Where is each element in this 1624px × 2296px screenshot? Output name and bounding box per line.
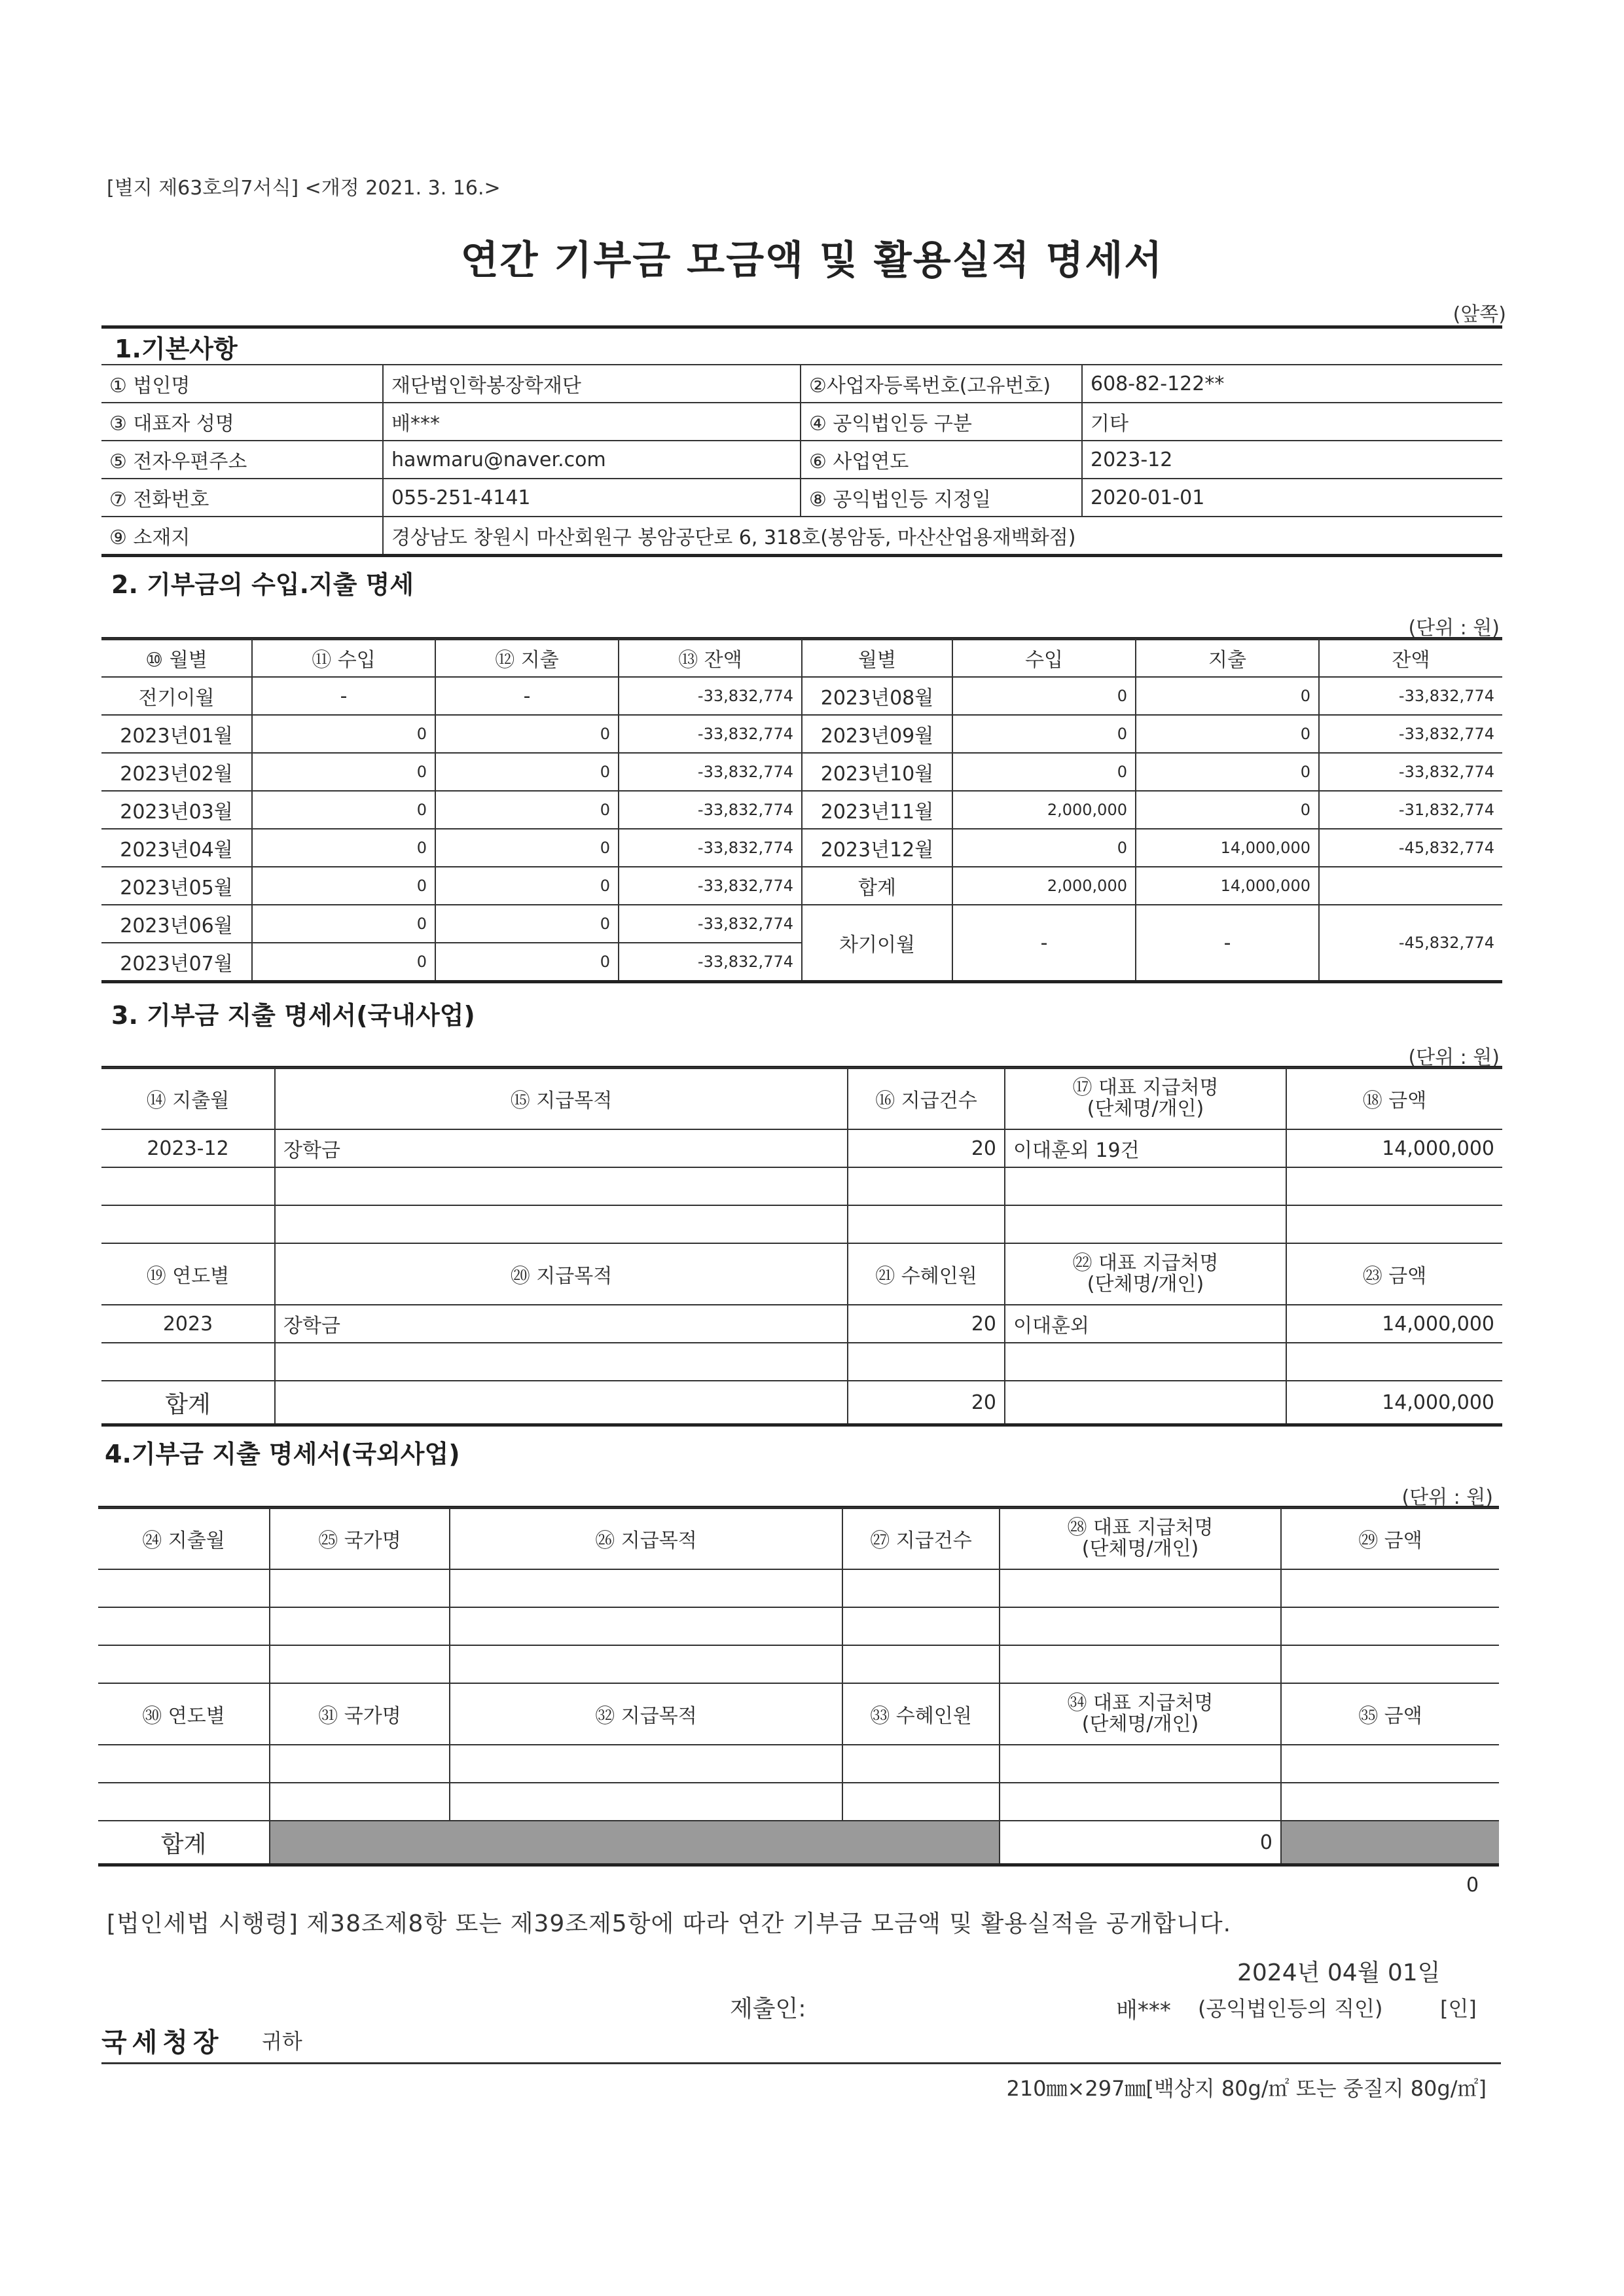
header-payee-2 xyxy=(1005,1243,1286,1305)
header-amount: ㉙ 금액 xyxy=(1281,1508,1499,1569)
purpose-cell: 장학금 xyxy=(275,1305,848,1343)
total-purpose-blank xyxy=(275,1381,848,1425)
basic-info-table xyxy=(101,364,1502,557)
value-phone: 055-251-4141 xyxy=(383,479,801,517)
month-cell: 2023년10월 xyxy=(802,753,952,791)
month-cell: 2023년12월 xyxy=(802,829,952,867)
total-payee-blank xyxy=(1005,1381,1286,1425)
balance-cell: -33,832,774 xyxy=(1319,753,1502,791)
form-reference: [별지 제63호의7서식] <개정 2021. 3. 16.> xyxy=(107,177,501,200)
expense-cell: 0 xyxy=(435,867,619,905)
domestic-row xyxy=(101,1129,1502,1167)
total-balance xyxy=(1319,867,1502,905)
value-designation-date: 2020-01-01 xyxy=(1082,479,1502,517)
expense-cell: - xyxy=(435,677,619,715)
header-amount-2: ㉟ 금액 xyxy=(1281,1683,1499,1745)
domestic-expense-table xyxy=(101,1067,1502,1427)
total-count: 0 xyxy=(1000,1821,1281,1865)
beneficiaries-cell: 20 xyxy=(848,1305,1005,1343)
header-payee-2-line2: (단체명/개인) xyxy=(1081,1713,1199,1736)
header-payee-2-line1: ㉒ 대표 지급처명 xyxy=(1072,1252,1219,1275)
expense-cell: 0 xyxy=(435,943,619,982)
header-payee-line2: (단체명/개인) xyxy=(1087,1097,1204,1120)
domestic-row-empty xyxy=(101,1343,1502,1381)
submitter-name: 배*** xyxy=(1116,1997,1171,2024)
balance-cell: -31,832,774 xyxy=(1319,791,1502,829)
header-payee xyxy=(1000,1508,1281,1569)
seal-mark: [인] xyxy=(1440,1996,1477,2021)
money-header-row xyxy=(101,639,1502,677)
year-cell: 2023 xyxy=(101,1305,275,1343)
month-cell: 2023년07월 xyxy=(101,943,252,982)
addressee-suffix: 귀하 xyxy=(262,2029,302,2054)
overseas-row-empty xyxy=(98,1783,1499,1821)
expense-cell: 0 xyxy=(1136,715,1319,753)
header-month: ⑩ 월별 xyxy=(101,639,252,677)
value-address: 경상남도 창원시 마산회원구 봉암공단로 6, 318호(봉암동, 마산산업용재백화점) xyxy=(383,517,1502,556)
page-side-note: (앞쪽) xyxy=(1453,303,1506,326)
label-corp-type: ④ 공익법인등 구분 xyxy=(801,403,1082,441)
section1-top-rule xyxy=(101,325,1502,329)
header-payee-2-line1: ㉞ 대표 지급처명 xyxy=(1067,1692,1214,1715)
header-year: ㉚ 연도별 xyxy=(98,1683,270,1745)
month-cell: 2023년04월 xyxy=(101,829,252,867)
value-rep-name: 배*** xyxy=(383,403,801,441)
income-cell: 0 xyxy=(252,715,435,753)
value-fiscal-year: 2023-12 xyxy=(1082,441,1502,479)
section3-title: 3. 기부금 지출 명세서(국내사업) xyxy=(111,1001,475,1030)
document-title: 연간 기부금 모금액 및 활용실적 명세서 xyxy=(460,238,1164,283)
carry-forward-income: - xyxy=(952,905,1136,982)
addressee: 국세청장 xyxy=(101,2028,224,2058)
total-income: 2,000,000 xyxy=(952,867,1136,905)
balance-cell: -33,832,774 xyxy=(619,829,802,867)
income-cell: 2,000,000 xyxy=(952,791,1136,829)
income-cell: - xyxy=(252,677,435,715)
income-cell: 0 xyxy=(952,829,1136,867)
submitter-label: 제출인: xyxy=(730,1995,806,2022)
expense-cell: 0 xyxy=(435,791,619,829)
section1-title: 1.기본사항 xyxy=(115,335,238,363)
expense-cell: 0 xyxy=(435,905,619,943)
total-shaded-payee xyxy=(1281,1821,1499,1865)
overseas-header-row xyxy=(98,1508,1499,1569)
total-shaded-cell xyxy=(270,1821,1000,1865)
overseas-expense-table xyxy=(98,1507,1499,1867)
basic-row xyxy=(101,365,1502,403)
header-payee-line1: ⑰ 대표 지급처명 xyxy=(1072,1076,1219,1099)
header-purpose-2: ㉜ 지급목적 xyxy=(450,1683,842,1745)
income-cell: 0 xyxy=(252,829,435,867)
label-email: ⑤ 전자우편주소 xyxy=(101,441,383,479)
basic-row xyxy=(101,479,1502,517)
total-label: 합계 xyxy=(802,867,952,905)
balance-cell: -33,832,774 xyxy=(619,943,802,982)
paper-spec: 210㎜×297㎜[백상지 80g/㎡ 또는 중질지 80g/㎡] xyxy=(1006,2076,1487,2101)
total-expense: 14,000,000 xyxy=(1136,867,1319,905)
payee-cell: 이대훈외 19건 xyxy=(1005,1129,1286,1167)
purpose-cell: 장학금 xyxy=(275,1129,848,1167)
section3-unit: (단위 : 원) xyxy=(1408,1046,1500,1069)
carry-forward-label: 차기이월 xyxy=(802,905,952,982)
header-country-2: ㉛ 국가명 xyxy=(270,1683,450,1745)
balance-cell: -33,832,774 xyxy=(1319,677,1502,715)
money-row xyxy=(101,677,1502,715)
overseas-row-empty xyxy=(98,1607,1499,1645)
header-income-r: 수입 xyxy=(952,639,1136,677)
header-purpose: ㉖ 지급목적 xyxy=(450,1508,842,1569)
amount-cell: 14,000,000 xyxy=(1286,1129,1502,1167)
header-expense-month: ⑭ 지출월 xyxy=(101,1068,275,1129)
basic-row xyxy=(101,441,1502,479)
month-cell: 2023년11월 xyxy=(802,791,952,829)
overseas-row-empty xyxy=(98,1569,1499,1607)
month-cell: 2023년02월 xyxy=(101,753,252,791)
domestic-row-empty xyxy=(101,1167,1502,1205)
header-expense-month: ㉔ 지출월 xyxy=(98,1508,270,1569)
income-cell: 0 xyxy=(252,867,435,905)
header-year: ⑲ 연도별 xyxy=(101,1243,275,1305)
domestic-row-empty xyxy=(101,1205,1502,1243)
balance-cell: -33,832,774 xyxy=(619,867,802,905)
section4-unit: (단위 : 원) xyxy=(1401,1486,1493,1509)
money-row xyxy=(101,715,1502,753)
total-count: 20 xyxy=(848,1381,1005,1425)
overseas-row-empty xyxy=(98,1645,1499,1683)
value-corp-name: 재단법인학봉장학재단 xyxy=(383,365,801,403)
income-cell: 0 xyxy=(252,905,435,943)
section2-title: 2. 기부금의 수입.지출 명세 xyxy=(111,570,414,599)
carry-forward-expense: - xyxy=(1136,905,1319,982)
overseas-total-amount: 0 xyxy=(1466,1874,1479,1897)
income-cell: 0 xyxy=(252,943,435,982)
balance-cell: -33,832,774 xyxy=(619,715,802,753)
header-payee xyxy=(1005,1068,1286,1129)
label-corp-name: ① 법인명 xyxy=(101,365,383,403)
total-label: 합계 xyxy=(98,1821,270,1865)
label-designation-date: ⑧ 공익법인등 지정일 xyxy=(801,479,1082,517)
header-beneficiaries: ㉑ 수혜인원 xyxy=(848,1243,1005,1305)
month-cell: 2023년09월 xyxy=(802,715,952,753)
income-cell: 0 xyxy=(252,753,435,791)
balance-cell: -33,832,774 xyxy=(619,677,802,715)
domestic-header-row-2 xyxy=(101,1243,1502,1305)
header-count: ㉗ 지급건수 xyxy=(842,1508,1000,1569)
income-expense-table xyxy=(101,638,1502,983)
header-balance: ⑬ 잔액 xyxy=(619,639,802,677)
income-cell: 0 xyxy=(952,677,1136,715)
header-expense: ⑫ 지출 xyxy=(435,639,619,677)
label-fiscal-year: ⑥ 사업연도 xyxy=(801,441,1082,479)
overseas-row-empty xyxy=(98,1745,1499,1783)
month-cell: 2023년05월 xyxy=(101,867,252,905)
balance-cell: -33,832,774 xyxy=(619,753,802,791)
month-cell: 2023년03월 xyxy=(101,791,252,829)
expense-cell: 0 xyxy=(1136,791,1319,829)
expense-cell: 0 xyxy=(435,715,619,753)
value-email: hawmaru@naver.com xyxy=(383,441,801,479)
balance-cell: -33,832,774 xyxy=(1319,715,1502,753)
income-cell: 0 xyxy=(252,791,435,829)
header-country: ㉕ 국가명 xyxy=(270,1508,450,1569)
amount-cell: 14,000,000 xyxy=(1286,1305,1502,1343)
overseas-header-row-2 xyxy=(98,1683,1499,1745)
total-label: 합계 xyxy=(101,1381,275,1425)
domestic-header-row xyxy=(101,1068,1502,1129)
expense-cell: 0 xyxy=(1136,677,1319,715)
footer-rule xyxy=(101,2062,1501,2064)
section2-unit: (단위 : 원) xyxy=(1408,617,1500,640)
header-purpose: ⑮ 지급목적 xyxy=(275,1068,848,1129)
label-phone: ⑦ 전화번호 xyxy=(101,479,383,517)
value-biz-reg-no: 608-82-122** xyxy=(1082,365,1502,403)
header-purpose-2: ⑳ 지급목적 xyxy=(275,1243,848,1305)
basic-row-address xyxy=(101,517,1502,556)
balance-cell: -33,832,774 xyxy=(619,791,802,829)
header-beneficiaries: ㉝ 수혜인원 xyxy=(842,1683,1000,1745)
value-corp-type: 기타 xyxy=(1082,403,1502,441)
count-cell: 20 xyxy=(848,1129,1005,1167)
expense-month-cell: 2023-12 xyxy=(101,1129,275,1167)
header-payee-2-line2: (단체명/개인) xyxy=(1087,1273,1204,1296)
header-income: ⑪ 수입 xyxy=(252,639,435,677)
money-row xyxy=(101,791,1502,829)
header-count: ⑯ 지급건수 xyxy=(848,1068,1005,1129)
expense-cell: 0 xyxy=(1136,753,1319,791)
total-amount: 14,000,000 xyxy=(1286,1381,1502,1425)
expense-cell: 14,000,000 xyxy=(1136,829,1319,867)
money-row xyxy=(101,867,1502,905)
header-payee-line2: (단체명/개인) xyxy=(1081,1537,1199,1560)
legal-basis-text: [법인세법 시행령] 제38조제8항 또는 제39조제5항에 따라 연간 기부금 모금액 및 활용실적을 공개합니다. xyxy=(107,1910,1232,1937)
income-cell: 0 xyxy=(952,753,1136,791)
money-row xyxy=(101,905,1502,943)
income-cell: 0 xyxy=(952,715,1136,753)
balance-cell: -33,832,774 xyxy=(619,905,802,943)
domestic-row xyxy=(101,1305,1502,1343)
header-amount-2: ㉓ 금액 xyxy=(1286,1243,1502,1305)
header-balance-r: 잔액 xyxy=(1319,639,1502,677)
balance-cell: -45,832,774 xyxy=(1319,829,1502,867)
basic-row xyxy=(101,403,1502,441)
label-address: ⑨ 소재지 xyxy=(101,517,383,556)
month-cell: 2023년06월 xyxy=(101,905,252,943)
header-month-r: 월별 xyxy=(802,639,952,677)
month-cell: 전기이월 xyxy=(101,677,252,715)
payee-cell: 이대훈외 xyxy=(1005,1305,1286,1343)
header-payee-line1: ㉘ 대표 지급처명 xyxy=(1067,1516,1214,1539)
label-biz-reg-no: ②사업자등록번호(고유번호) xyxy=(801,365,1082,403)
submitter-role: (공익법인등의 직인) xyxy=(1198,1996,1383,2021)
header-amount: ⑱ 금액 xyxy=(1286,1068,1502,1129)
month-cell: 2023년01월 xyxy=(101,715,252,753)
submission-date: 2024년 04월 01일 xyxy=(1237,1959,1441,1986)
month-cell: 2023년08월 xyxy=(802,677,952,715)
overseas-total-row xyxy=(98,1821,1499,1865)
expense-cell: 0 xyxy=(435,753,619,791)
section4-title: 4.기부금 지출 명세서(국외사업) xyxy=(105,1440,460,1468)
expense-cell: 0 xyxy=(435,829,619,867)
label-rep-name: ③ 대표자 성명 xyxy=(101,403,383,441)
header-payee-2 xyxy=(1000,1683,1281,1745)
domestic-total-row xyxy=(101,1381,1502,1425)
money-row xyxy=(101,829,1502,867)
header-expense-r: 지출 xyxy=(1136,639,1319,677)
money-row xyxy=(101,753,1502,791)
carry-forward-balance: -45,832,774 xyxy=(1319,905,1502,982)
